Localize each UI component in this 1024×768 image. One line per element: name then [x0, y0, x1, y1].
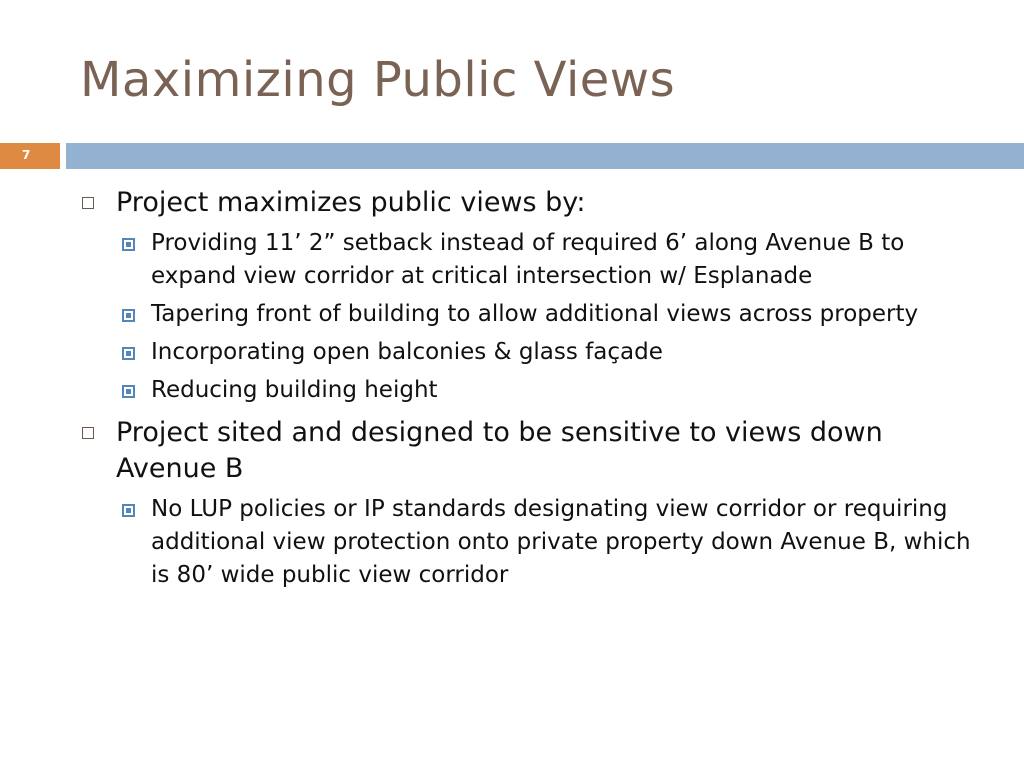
sub-bullet-item	[116, 374, 982, 407]
bullet-text: Project sited and designed to be sensitive to views down Avenue B	[116, 417, 883, 484]
bullet-item	[82, 185, 982, 221]
title-accent-bar	[66, 143, 1024, 169]
hollow-square-bullet-icon	[82, 427, 94, 439]
filled-square-bullet-icon	[122, 347, 135, 360]
sub-bullet-item	[116, 493, 982, 592]
sub-bullet-text: Reducing building height	[151, 377, 438, 403]
sub-bullet-text: No LUP policies or IP standards designating view corridor or requiring additional view protection onto private property down Avenue B, which is 80’ wide public view corridor	[151, 496, 971, 588]
slide-title: Maximizing Public Views	[80, 52, 676, 108]
filled-square-bullet-icon	[122, 385, 135, 398]
filled-square-bullet-icon	[122, 309, 135, 322]
hollow-square-bullet-icon	[82, 197, 94, 209]
filled-square-bullet-icon	[122, 504, 135, 517]
slide-content	[82, 185, 982, 592]
sub-bullet-item	[116, 298, 982, 331]
bullet-item	[82, 415, 982, 487]
sub-bullet-text: Providing 11’ 2” setback instead of required 6’ along Avenue B to expand view corridor at critical intersection w/ Esplanade	[151, 230, 905, 289]
sub-bullet-text: Tapering front of building to allow additional views across property	[151, 301, 919, 327]
sub-bullet-text: Incorporating open balconies & glass façade	[151, 339, 663, 365]
filled-square-bullet-icon	[122, 238, 135, 251]
sub-bullet-item	[116, 227, 982, 293]
bullet-text: Project maximizes public views by:	[116, 187, 586, 218]
page-number: 7	[0, 143, 60, 169]
sub-bullet-item	[116, 336, 982, 369]
